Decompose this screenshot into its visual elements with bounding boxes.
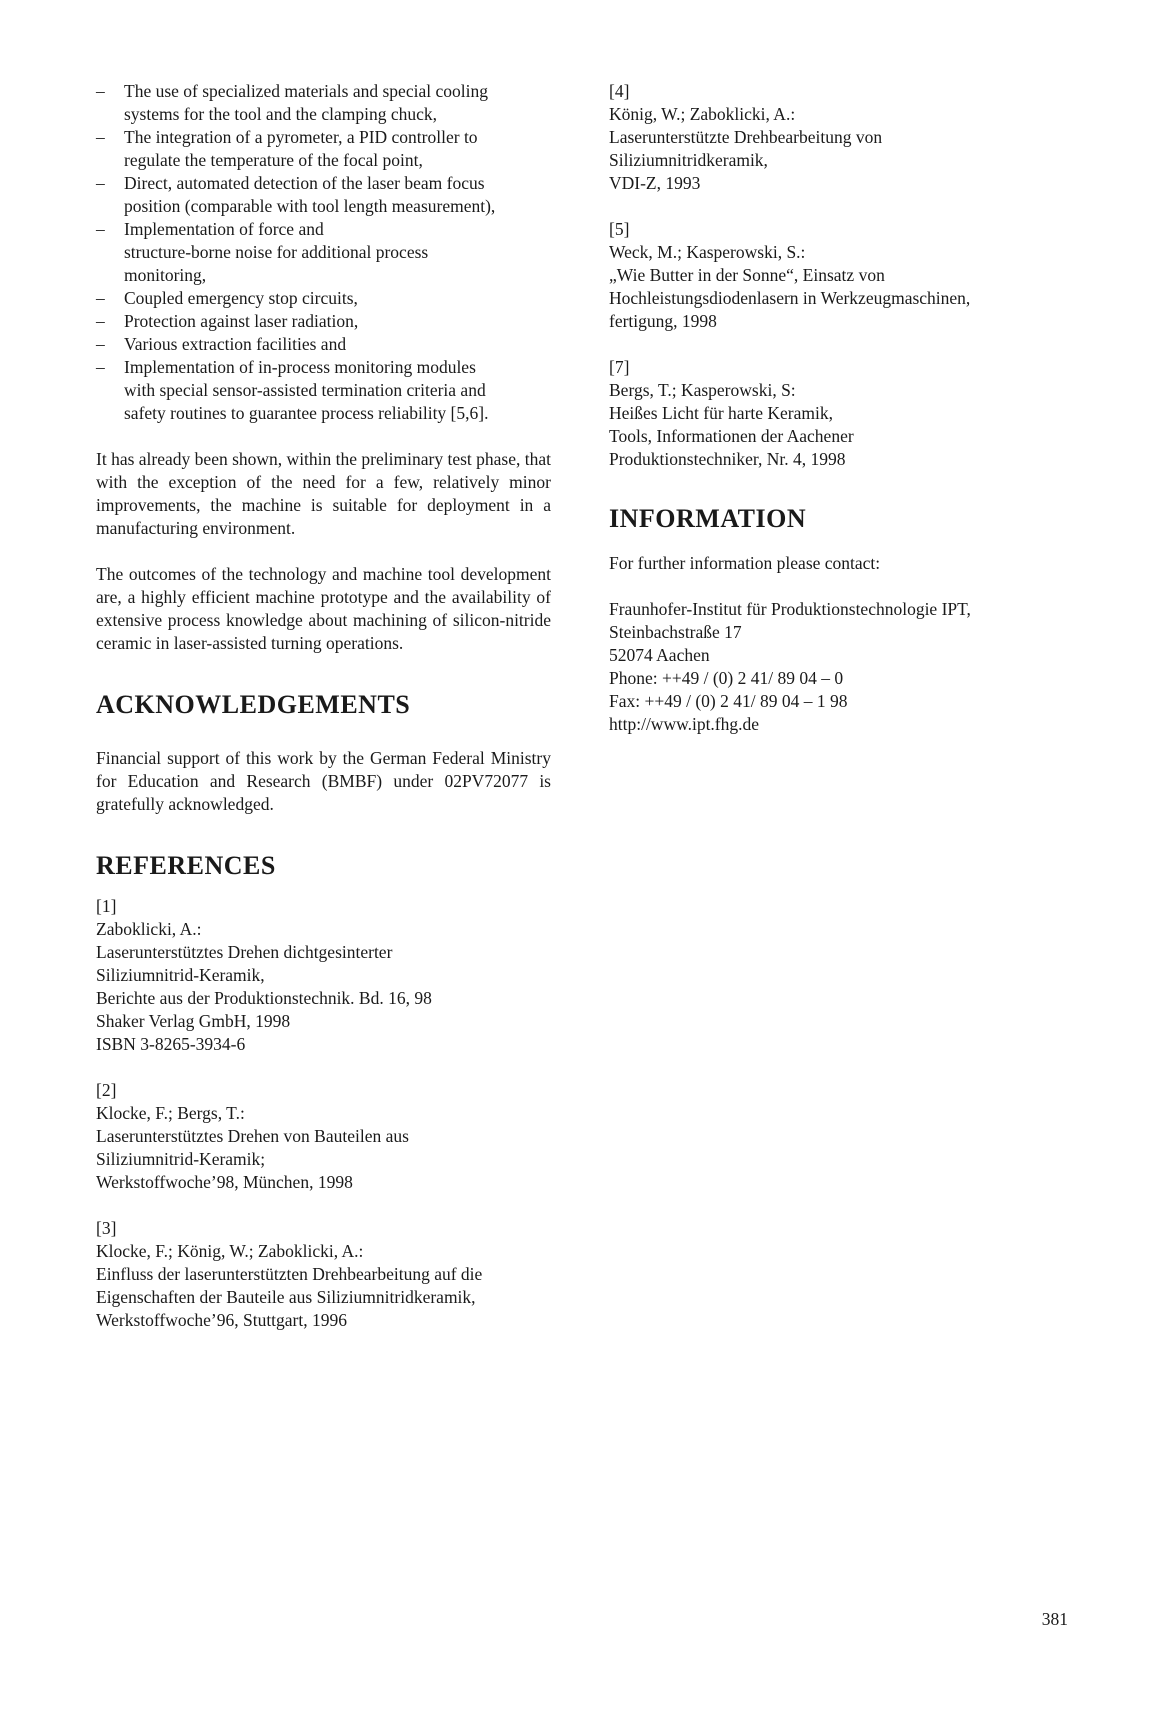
reference-line: [2]: [96, 1080, 117, 1100]
body-paragraph: It has already been shown, within the preliminary test phase, that with the exception of the need for a few, relatively minor improvements, the machine is suitable for deployment in a manufacturing environment.: [96, 449, 551, 538]
reference-line: Siliziumnitrid-Keramik,: [96, 965, 265, 985]
reference-line: Klocke, F.; König, W.; Zaboklicki, A.:: [96, 1241, 364, 1261]
bullet-line: Direct, automated detection of the laser beam focus: [124, 173, 485, 193]
reference-line: [5]: [609, 219, 630, 239]
bullet-line: with special sensor-assisted termination criteria and: [124, 380, 486, 400]
bullet-line: Coupled emergency stop circuits,: [124, 288, 358, 308]
reference-line: Werkstoffwoche’98, München, 1998: [96, 1172, 353, 1192]
bullet-line: Implementation of in-process monitoring modules: [124, 357, 476, 377]
reference-entry: [609, 356, 1069, 471]
bullet-dash: –: [96, 311, 105, 331]
bullet-line: The use of specialized materials and special cooling: [124, 81, 488, 101]
reference-line: Bergs, T.; Kasperowski, S:: [609, 380, 796, 400]
bullet-line: systems for the tool and the clamping chuck,: [124, 104, 437, 124]
bullet-dash: –: [96, 127, 105, 147]
information-heading: INFORMATION: [609, 504, 807, 533]
bullet-dash: –: [96, 334, 105, 354]
left-column: [96, 80, 551, 1332]
reference-line: Zaboklicki, A.:: [96, 919, 202, 939]
reference-line: [7]: [609, 357, 630, 377]
reference-line: VDI-Z, 1993: [609, 173, 701, 193]
address-line: 52074 Aachen: [609, 645, 710, 665]
bullet-line: regulate the temperature of the focal point,: [124, 150, 423, 170]
bullet-line: position (comparable with tool length measurement),: [124, 196, 496, 216]
reference-entry: [96, 895, 551, 1056]
bullet-item: [96, 310, 551, 333]
reference-line: Shaker Verlag GmbH, 1998: [96, 1011, 291, 1031]
address-line: Fraunhofer-Institut für Produktionstechnologie IPT,: [609, 599, 971, 619]
bullet-dash: –: [96, 219, 105, 239]
contact-address: [609, 598, 1069, 736]
bullet-line: Protection against laser radiation,: [124, 311, 359, 331]
reference-line: Laserunterstützte Drehbearbeitung von: [609, 127, 883, 147]
reference-line: König, W.; Zaboklicki, A.:: [609, 104, 796, 124]
website-link[interactable]: http://www.ipt.fhg.de: [609, 714, 760, 734]
reference-line: Berichte aus der Produktionstechnik. Bd. 16, 98: [96, 988, 432, 1008]
bullet-item: [96, 356, 551, 425]
reference-entry: [609, 80, 1069, 195]
fax-line: Fax: ++49 / (0) 2 41/ 89 04 – 1 98: [609, 691, 848, 711]
bullet-line: safety routines to guarantee process reliability [5,6].: [124, 403, 489, 423]
bullet-dash: –: [96, 357, 105, 377]
phone-line: Phone: ++49 / (0) 2 41/ 89 04 – 0: [609, 668, 844, 688]
reference-line: Laserunterstütztes Drehen von Bauteilen aus: [96, 1126, 409, 1146]
reference-line: Klocke, F.; Bergs, T.:: [96, 1103, 245, 1123]
reference-entry: [96, 1079, 551, 1194]
reference-entry: [609, 218, 1069, 333]
reference-line: Werkstoffwoche’96, Stuttgart, 1996: [96, 1310, 347, 1330]
acknowledgements-text: Financial support of this work by the German Federal Ministry for Education and Research (BMBF) under 02PV72077 is gratefully acknowledged.: [96, 748, 551, 814]
feature-bullet-list: [96, 80, 551, 425]
information-intro: For further information please contact:: [609, 553, 881, 573]
reference-line: fertigung, 1998: [609, 311, 717, 331]
bullet-line: Implementation of force and: [124, 219, 324, 239]
bullet-item: [96, 126, 551, 172]
bullet-item: [96, 333, 551, 356]
bullet-line: monitoring,: [124, 265, 207, 285]
reference-line: „Wie Butter in der Sonne“, Einsatz von: [609, 265, 885, 285]
bullet-dash: –: [96, 288, 105, 308]
reference-line: Laserunterstütztes Drehen dichtgesinterter: [96, 942, 393, 962]
reference-entry: [96, 1217, 551, 1332]
bullet-item: [96, 218, 551, 287]
bullet-item: [96, 80, 551, 126]
reference-line: Siliziumnitridkeramik,: [609, 150, 768, 170]
reference-line: [4]: [609, 81, 630, 101]
bullet-item: [96, 287, 551, 310]
bullet-line: The integration of a pyrometer, a PID controller to: [124, 127, 478, 147]
reference-line: Tools, Informationen der Aachener: [609, 426, 854, 446]
reference-line: Siliziumnitrid-Keramik;: [96, 1149, 266, 1169]
bullet-dash: –: [96, 81, 105, 101]
acknowledgements-heading: ACKNOWLEDGEMENTS: [96, 690, 411, 719]
reference-line: Hochleistungsdiodenlasern in Werkzeugmaschinen,: [609, 288, 971, 308]
bullet-item: [96, 172, 551, 218]
address-line: Steinbachstraße 17: [609, 622, 742, 642]
right-column: [609, 80, 1069, 736]
bullet-line: structure-borne noise for additional process: [124, 242, 429, 262]
bullet-dash: –: [96, 173, 105, 193]
body-paragraph: The outcomes of the technology and machine tool development are, a highly efficient machine prototype and the availability of extensive process knowledge about machining of silicon-nitride ceramic in laser-assisted turning operations.: [96, 564, 551, 653]
reference-line: [1]: [96, 896, 117, 916]
references-heading: REFERENCES: [96, 851, 276, 880]
page-number: 381: [1041, 1609, 1068, 1629]
reference-line: ISBN 3-8265-3934-6: [96, 1034, 246, 1054]
reference-line: Einfluss der laserunterstützten Drehbearbeitung auf die: [96, 1264, 483, 1284]
reference-line: [3]: [96, 1218, 117, 1238]
reference-line: Weck, M.; Kasperowski, S.:: [609, 242, 806, 262]
reference-line: Produktionstechniker, Nr. 4, 1998: [609, 449, 846, 469]
reference-line: Eigenschaften der Bauteile aus Siliziumnitridkeramik,: [96, 1287, 476, 1307]
bullet-line: Various extraction facilities and: [124, 334, 347, 354]
reference-line: Heißes Licht für harte Keramik,: [609, 403, 834, 423]
